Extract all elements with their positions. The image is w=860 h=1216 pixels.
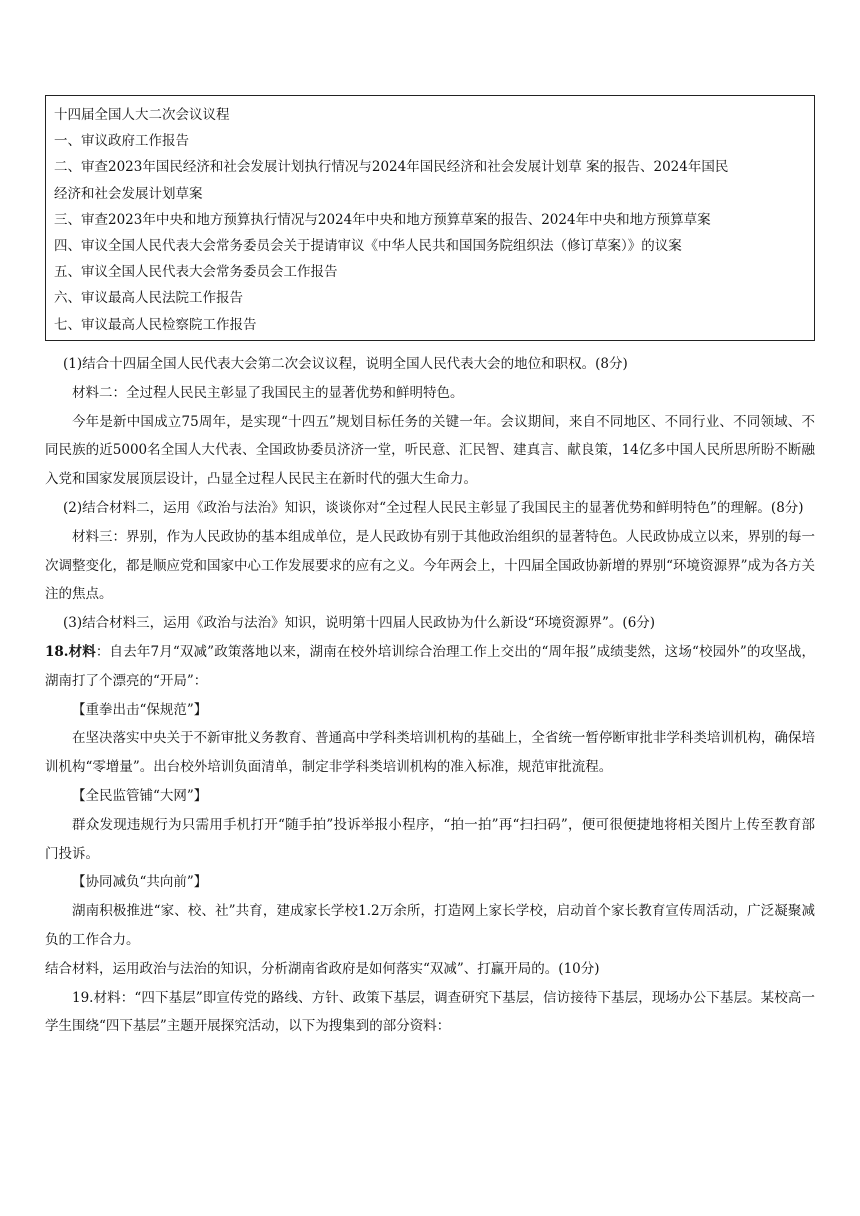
agenda-item: 七、审议最高人民检察院工作报告 — [54, 316, 257, 333]
agenda-box — [45, 95, 815, 341]
section-paragraph: 群众发现违规行为只需用手机打开“随手拍”投诉举报小程序，“拍一拍”再“扫扫码”，便可很便捷地将相关图片上传至教育部门投诉。 — [45, 816, 815, 862]
material-3: 材料三：界别，作为人民政协的基本组成单位，是人民政协有别于其他政治组织的显著特色。人民政协成立以来，界别的每一次调整变化，都是顺应党和国家中心工作发展要求的应有之义。今年两会上，十四届全国政协新增的界别“环境资源界”成为各方关注的焦点。 — [45, 528, 815, 603]
agenda-item: 五、审议全国人民代表大会常务委员会工作报告 — [54, 264, 338, 281]
question-18-intro-text: ：自去年7月“双减”政策落地以来，湖南在校外培训综合治理工作上交出的“周年报”成绩斐然，这场“校园外”的攻坚战，湖南打了个漂亮的“开局”： — [45, 643, 816, 689]
section-heading: 【协同减负“共向前”】 — [72, 874, 208, 891]
question-3: (3)结合材料三，运用《政治与法治》知识，说明第十四届人民政协为什么新设“环境资源界”。(6分) — [63, 615, 656, 632]
question-1: (1)结合十四届全国人民代表大会第二次会议议程，说明全国人民代表大会的地位和职权。(8分) — [63, 356, 628, 372]
agenda-item: 经济和社会发展计划草案 — [54, 185, 203, 202]
section-paragraph: 在坚决落实中央关于不新审批义务教育、普通高中学科类培训机构的基础上，全省统一暂停断审批非学科类培训机构，确保培训机构“零增量”。出台校外培训负面清单，制定非学科类培训机构的准入标准，规范审批流程。 — [45, 730, 815, 776]
material-2-body: 今年是新中国成立75周年，是实现“十四五”规划目标任务的关键一年。会议期间，来自不同地区、不同行业、不同领域、不同民族的近5000名全国人大代表、全国政协委员济济一堂，听民意、汇民智、建真言、献良策，14亿多中国人民所思所盼不断融入党和国家发展顶层设计，凸显全过程人民民主在新时代的强大生命力。 — [45, 413, 815, 488]
agenda-title: 十四届全国人大二次会议议程 — [54, 107, 230, 123]
section-heading: 【全民监管铺“大网”】 — [72, 787, 208, 804]
agenda-item: 一、审议政府工作报告 — [54, 133, 189, 150]
question-18-intro — [45, 638, 815, 696]
question-18-label: 材料 — [68, 643, 96, 660]
question-content — [45, 350, 815, 1041]
question-2: (2)结合材料二，运用《政治与法治》知识，谈谈你对“全过程人民民主彰显了我国民主的显著优势和鲜明特色”的理解。(8分) — [63, 499, 804, 516]
question-19-intro: 19.材料：“四下基层”即宣传党的路线、方针、政策下基层，调查研究下基层，信访接待下基层，现场办公下基层。某校高一学生围绕“四下基层”主题开展探究活动，以下为搜集到的部分资料： — [45, 989, 815, 1035]
agenda-item: 三、审查2023年中央和地方预算执行情况与2024年中央和地方预算草案的报告、2024年中央和地方预算草案 — [54, 211, 711, 228]
agenda-item: 六、审议最高人民法院工作报告 — [54, 290, 243, 307]
material-2-label: 材料二：全过程人民民主彰显了我国民主的显著优势和鲜明特色。 — [72, 384, 464, 401]
agenda-item: 四、审议全国人民代表大会常务委员会关于提请审议《中华人民共和国国务院组织法（修订草案）》的议案 — [54, 238, 682, 255]
question-18-prompt: 结合材料，运用政治与法治的知识，分析湖南省政府是如何落实“双减”、打赢开局的。(10分) — [45, 960, 600, 977]
agenda-item: 二、审查2023年国民经济和社会发展计划执行情况与2024年国民经济和社会发展计划草 案的报告、2024年国民 — [54, 159, 729, 176]
section-paragraph: 湖南积极推进“家、校、社”共育，建成家长学校1.2万余所，打造网上家长学校，启动首个家长教育宣传周活动，广泛凝聚减负的工作合力。 — [45, 903, 815, 948]
section-heading: 【重拳出击“保规范”】 — [72, 701, 208, 718]
question-18-number: 18. — [45, 643, 69, 660]
